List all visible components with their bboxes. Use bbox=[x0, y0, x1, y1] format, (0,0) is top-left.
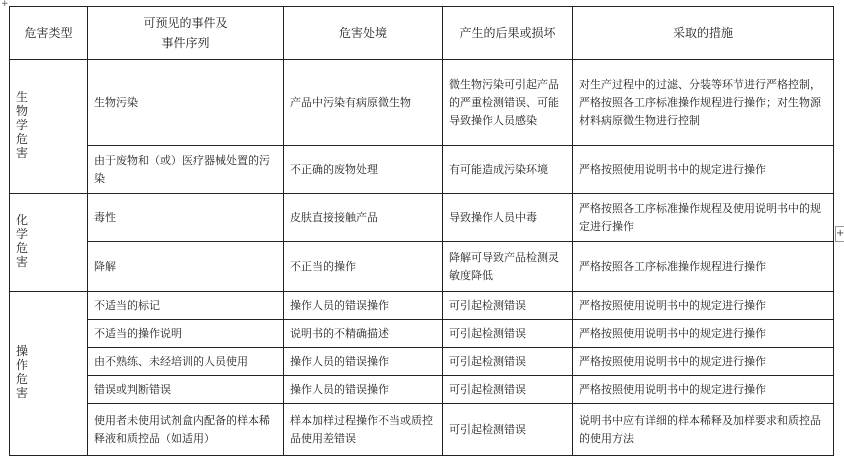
situation-cell: 产品中污染有病原微生物 bbox=[284, 60, 443, 146]
header-event-line2: 事件序列 bbox=[161, 36, 210, 50]
event-cell: 生物污染 bbox=[88, 60, 284, 146]
measure-cell: 严格按照使用说明书中的规定进行操作 bbox=[573, 348, 834, 376]
event-cell: 由不熟练、未经培训的人员使用 bbox=[88, 348, 284, 376]
table-move-handle-icon[interactable]: + bbox=[1, 0, 9, 9]
consequence-cell: 导致操作人员中毒 bbox=[443, 194, 573, 242]
situation-cell: 操作人员的错误操作 bbox=[284, 292, 443, 320]
measure-cell: 严格按照使用说明书中的规定进行操作 bbox=[573, 320, 834, 348]
table-row bbox=[10, 404, 834, 456]
hazard-analysis-table bbox=[9, 6, 834, 456]
table-row bbox=[10, 242, 834, 292]
situation-cell: 不正确的废物处理 bbox=[284, 146, 443, 194]
consequence-cell: 有可能造成污染环境 bbox=[443, 146, 573, 194]
consequence-cell: 可引起检测错误 bbox=[443, 404, 573, 456]
event-cell: 由于废物和（或）医疗器械处置的污染 bbox=[88, 146, 284, 194]
header-consequence: 产生的后果或损坏 bbox=[443, 7, 573, 60]
consequence-cell: 可引起检测错误 bbox=[443, 376, 573, 404]
category-label: 化学危害 bbox=[16, 213, 29, 269]
consequence-cell: 微生物污染可引起产品的严重检测错误、可能导致操作人员感染 bbox=[443, 60, 573, 146]
header-event-sequence bbox=[88, 7, 284, 60]
measure-cell: 严格按照各工序标准操作规程进行操作 bbox=[573, 242, 834, 292]
consequence-cell: 可引起检测错误 bbox=[443, 320, 573, 348]
measure-cell: 严格按照使用说明书中的规定进行操作 bbox=[573, 376, 834, 404]
situation-cell: 不正当的操作 bbox=[284, 242, 443, 292]
situation-cell: 皮肤直接接触产品 bbox=[284, 194, 443, 242]
measure-cell: 严格按照各工序标准操作规程及使用说明书中的规定进行操作 bbox=[573, 194, 834, 242]
table-row bbox=[10, 348, 834, 376]
table-row bbox=[10, 146, 834, 194]
header-event-line1: 可预见的事件及 bbox=[143, 16, 228, 30]
event-cell: 不适当的操作说明 bbox=[88, 320, 284, 348]
side-expand-handle-icon[interactable]: + bbox=[835, 226, 844, 242]
situation-cell: 说明书的不精确描述 bbox=[284, 320, 443, 348]
table-row bbox=[10, 194, 834, 242]
event-cell: 降解 bbox=[88, 242, 284, 292]
category-cell-operational bbox=[10, 292, 88, 456]
event-cell: 使用者未使用试剂盒内配备的样本稀释液和质控品（如适用） bbox=[88, 404, 284, 456]
hazard-table-container bbox=[9, 6, 834, 456]
table-row bbox=[10, 320, 834, 348]
event-cell: 错误或判断错误 bbox=[88, 376, 284, 404]
category-label: 操作危害 bbox=[16, 344, 29, 400]
event-cell: 毒性 bbox=[88, 194, 284, 242]
event-cell: 不适当的标记 bbox=[88, 292, 284, 320]
category-label: 生物学危害 bbox=[16, 90, 29, 160]
category-cell-biological bbox=[10, 60, 88, 194]
measure-cell: 严格按照使用说明书中的规定进行操作 bbox=[573, 146, 834, 194]
header-hazard-situation: 危害处境 bbox=[284, 7, 443, 60]
consequence-cell: 降解可导致产品检测灵敏度降低 bbox=[443, 242, 573, 292]
measure-cell: 严格按照使用说明书中的规定进行操作 bbox=[573, 292, 834, 320]
table-row bbox=[10, 292, 834, 320]
table-row bbox=[10, 60, 834, 146]
header-hazard-type: 危害类型 bbox=[10, 7, 88, 60]
consequence-cell: 可引起检测错误 bbox=[443, 348, 573, 376]
situation-cell: 样本加样过程操作不当或质控品使用差错误 bbox=[284, 404, 443, 456]
measure-cell: 对生产过程中的过滤、分装等环节进行严格控制，严格按照各工序标准操作规程进行操作；对生物源材料病原微生物进行控制 bbox=[573, 60, 834, 146]
category-cell-chemical bbox=[10, 194, 88, 292]
table-row bbox=[10, 376, 834, 404]
situation-cell: 操作人员的错误操作 bbox=[284, 376, 443, 404]
header-measures: 采取的措施 bbox=[573, 7, 834, 60]
table-header-row bbox=[10, 7, 834, 60]
situation-cell: 操作人员的错误操作 bbox=[284, 348, 443, 376]
measure-cell: 说明书中应有详细的样本稀释及加样要求和质控品的使用方法 bbox=[573, 404, 834, 456]
consequence-cell: 可引起检测错误 bbox=[443, 292, 573, 320]
